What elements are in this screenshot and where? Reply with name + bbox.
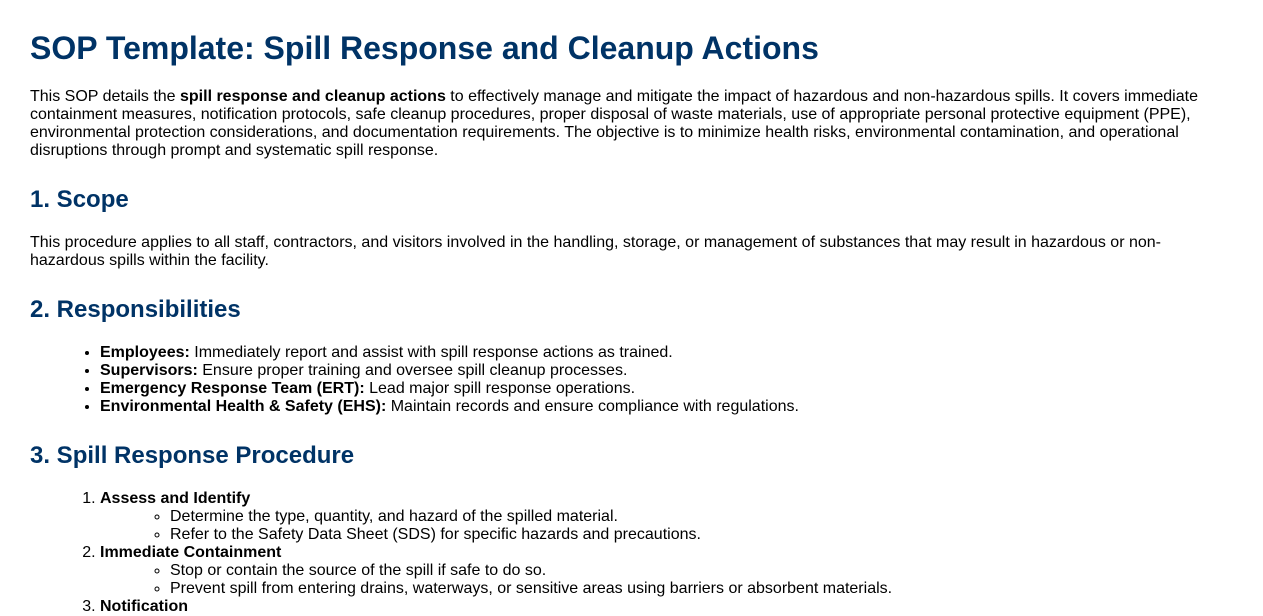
substep-item: ◦ Stop or contain the source of the spill if safe to do so. [170,562,1233,580]
list-item [100,398,1233,416]
step-title: Notification [100,598,188,615]
intro-suffix: to effectively manage and mitigate the impact of hazardous and non-hazardous spills. It covers immediate containment measures, notification protocols, safe cleanup procedures, proper disposal of waste materials, use of appropriate personal protective equipment (PPE), environmental protection considerations, and documentation requirements. The objective is to minimize health risks, environmental contamination, and operational disruptions through prompt and systematic spill response. [30,88,1198,159]
intro-prefix: This SOP details the [30,88,180,105]
step-substeps [100,562,1233,598]
role-label: Emergency Response Team (ERT): [100,380,365,397]
scope-text: This procedure applies to all staff, contractors, and visitors involved in the handling, storage, or management of substances that may result in hazardous or non-hazardous spills within the facility. [30,234,1161,269]
responsibilities-list [30,344,1233,416]
list-item [100,362,1233,380]
role-description: Immediately report and assist with spill response actions as trained. [189,344,673,361]
role-description: Lead major spill response operations. [364,380,636,397]
procedure-step [100,544,1233,598]
role-description: Ensure proper training and oversee spill cleanup processes. [197,362,628,379]
role-label: Employees: [100,344,190,361]
substep-item: ◦ Refer to the Safety Data Sheet (SDS) for specific hazards and precautions. [170,526,1233,544]
procedure-step [100,490,1233,544]
role-label: Supervisors: [100,362,198,379]
step-substeps [100,508,1233,544]
intro-paragraph [30,88,1210,160]
list-item [100,344,1233,362]
role-description: Maintain records and ensure compliance with regulations. [386,398,799,415]
substep-item: ◦ Prevent spill from entering drains, waterways, or sensitive areas using barriers or absorbent materials. [170,580,1233,598]
procedure-steps [30,490,1233,616]
list-item [100,380,1233,398]
role-label: Environmental Health & Safety (EHS): [100,398,387,415]
page-title: SOP Template: Spill Response and Cleanup Actions [30,30,819,66]
procedure-heading: 3. Spill Response Procedure [30,442,355,469]
intro-bold-phrase: spill response and cleanup actions [180,88,446,105]
procedure-step [100,598,1233,616]
substep-item: ◦ Determine the type, quantity, and hazard of the spilled material. [170,508,1233,526]
scope-heading: 1. Scope [30,186,129,213]
responsibilities-heading: 2. Responsibilities [30,296,241,323]
step-title: Immediate Containment [100,544,282,561]
step-title: Assess and Identify [100,490,251,507]
